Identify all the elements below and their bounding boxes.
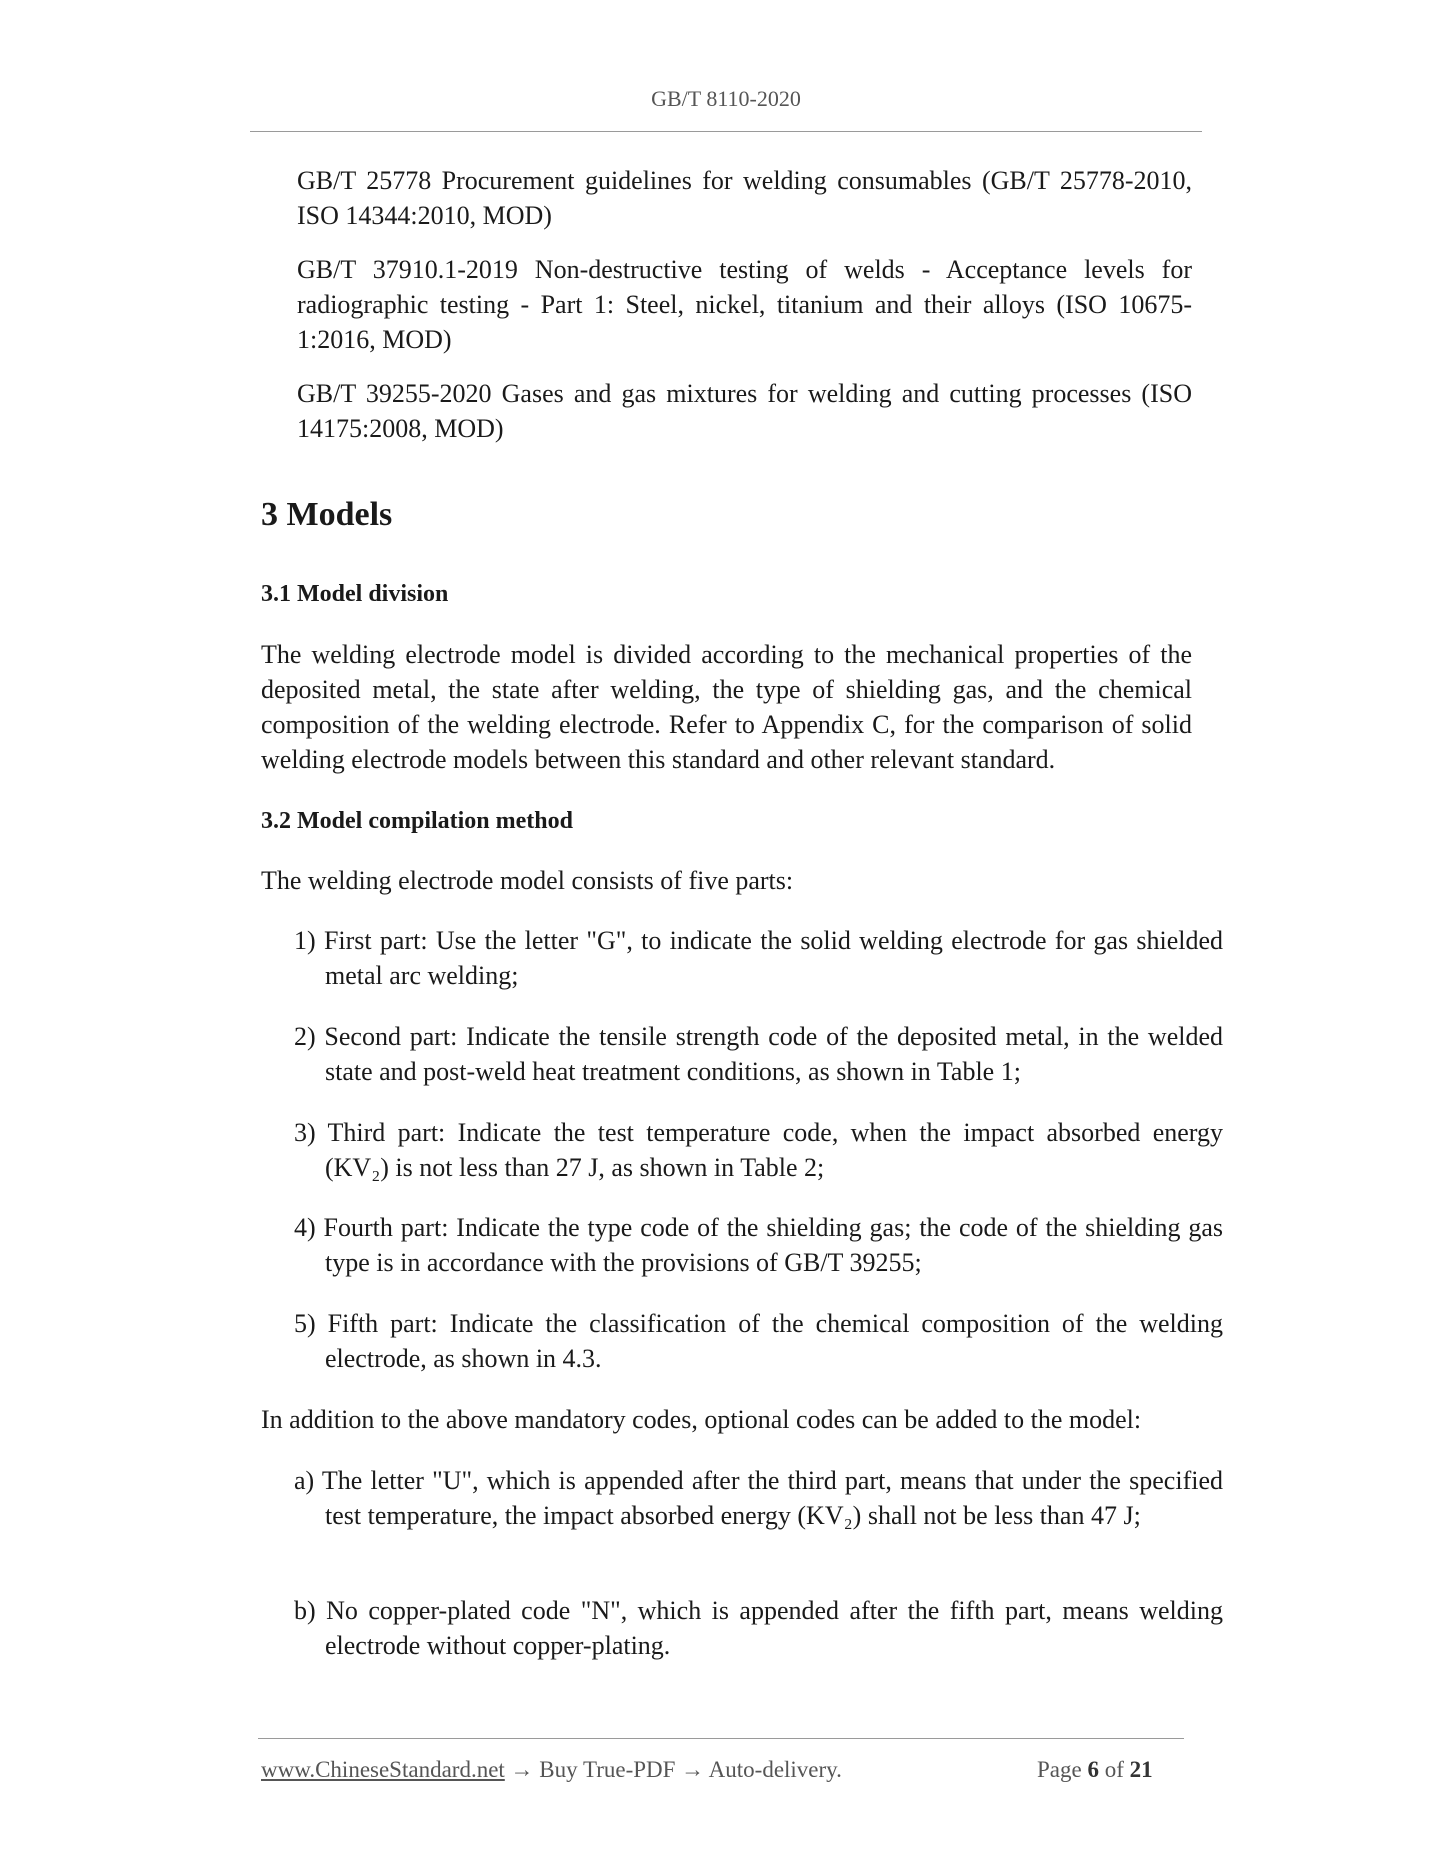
current-page: 6 [1087, 1757, 1099, 1782]
model-part-3: 3) Third part: Indicate the test temperature code, when the impact absorbed energy (KV₂) is not less than 27 J, as shown in Table 2; [294, 1118, 1223, 1182]
optional-codes-intro: In addition to the above mandatory codes, optional codes can be added to the model: [261, 1405, 1142, 1434]
section-3-1-heading: 3.1 Model division [261, 581, 449, 607]
model-part-4: 4) Fourth part: Indicate the type code of the shielding gas; the code of the shielding gas type is in accordance with the provisions of GB/T 39255; [294, 1213, 1223, 1277]
site-link[interactable]: www.ChineseStandard.net [261, 1757, 505, 1782]
of-label: of [1104, 1757, 1124, 1782]
model-part-2: 2) Second part: Indicate the tensile strength code of the deposited metal, in the welded state and post-weld heat treatment conditions, as shown in Table 1; [294, 1022, 1223, 1086]
header-divider [250, 131, 1202, 132]
optional-code-u: a) The letter "U", which is appended after the third part, means that under the specified test temperature, the impact absorbed energy (KV₂) shall not be less than 47 J; [294, 1466, 1223, 1530]
page-number [1037, 1757, 1153, 1783]
section-3-2-heading: 3.2 Model compilation method [261, 808, 573, 834]
section-3-heading: 3 Models [261, 496, 393, 533]
footer-promo [261, 1757, 842, 1783]
model-part-1: 1) First part: Use the letter "G", to indicate the solid welding electrode for gas shielded metal arc welding; [294, 926, 1223, 990]
footer-tagline: → Buy True-PDF → Auto-delivery. [504, 1757, 842, 1782]
section-3-2-intro: The welding electrode model consists of five parts: [261, 866, 794, 895]
optional-code-n: b) No copper-plated code "N", which is appended after the fifth part, means welding electrode without copper-plating. [294, 1596, 1223, 1660]
document-id-header: GB/T 8110-2020 [651, 86, 801, 111]
reference-gbt-25778: GB/T 25778 Procurement guidelines for welding consumables (GB/T 25778-2010, ISO 14344:2010, MOD) [297, 166, 1192, 230]
model-part-5: 5) Fifth part: Indicate the classification of the chemical composition of the welding electrode, as shown in 4.3. [294, 1309, 1223, 1373]
reference-gbt-37910: GB/T 37910.1-2019 Non-destructive testing of welds - Acceptance levels for radiographic testing - Part 1: Steel, nickel, titanium and their alloys (ISO 10675-1:2016, MOD) [297, 255, 1192, 354]
reference-gbt-39255: GB/T 39255-2020 Gases and gas mixtures for welding and cutting processes (ISO 14175:2008, MOD) [297, 379, 1192, 443]
footer-divider [258, 1738, 1184, 1739]
page-label: Page [1037, 1757, 1082, 1782]
section-3-1-text: The welding electrode model is divided according to the mechanical properties of the deposited metal, the state after welding, the type of shielding gas, and the chemical composition of the welding electrode. Refer to Appendix C, for the comparison of solid welding electrode models between this standard and other relevant standard. [261, 640, 1192, 774]
total-pages: 21 [1129, 1757, 1153, 1782]
